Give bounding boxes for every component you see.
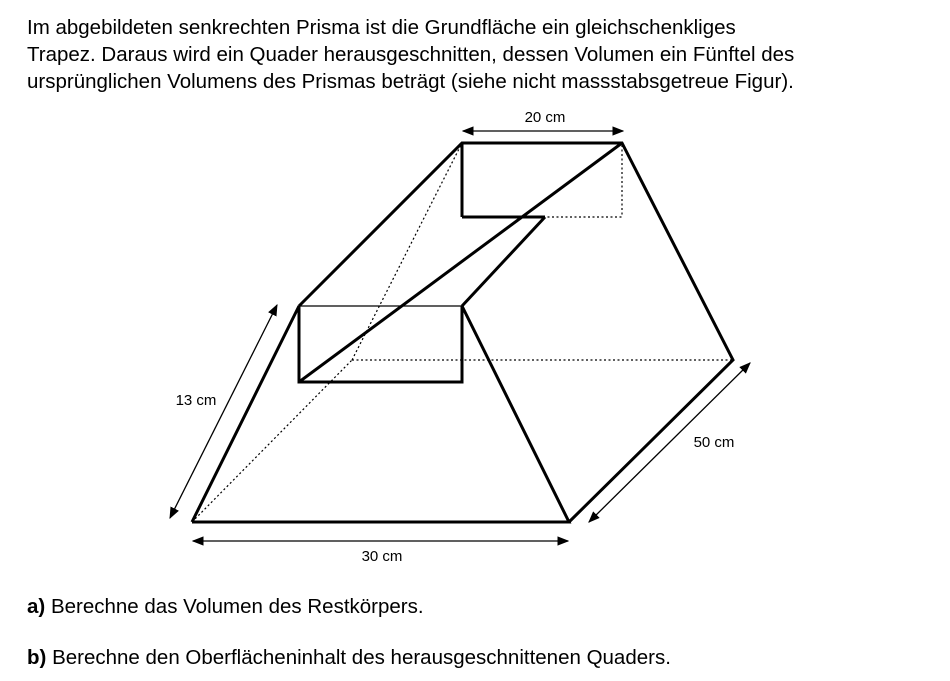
task-a [27, 595, 424, 619]
task-b [27, 646, 671, 670]
slant-label: 13 cm [175, 392, 217, 409]
task-letter: a) [27, 595, 46, 618]
top-width-label: 20 cm [524, 109, 566, 126]
intro-line: Im abgebildeten senkrechten Prisma ist die Grundfläche ein gleichschenkliges [27, 16, 736, 39]
task-text: Berechne den Oberflächeninhalt des herausgeschnittenen Quaders. [52, 646, 671, 669]
intro-line: Trapez. Daraus wird ein Quader herausgeschnitten, dessen Volumen ein Fünftel des [27, 43, 795, 66]
task-letter: b) [27, 646, 47, 669]
bottom-width-label: 30 cm [361, 548, 403, 565]
depth-label: 50 cm [693, 434, 735, 451]
slant-arrow [170, 305, 277, 518]
visible-edges [192, 143, 733, 522]
dimension-arrows [170, 131, 750, 541]
intro-line: ursprünglichen Volumens des Prismas beträgt (siehe nicht massstabsgetreue Figur). [27, 70, 794, 93]
task-text: Berechne das Volumen des Restkörpers. [50, 595, 424, 618]
